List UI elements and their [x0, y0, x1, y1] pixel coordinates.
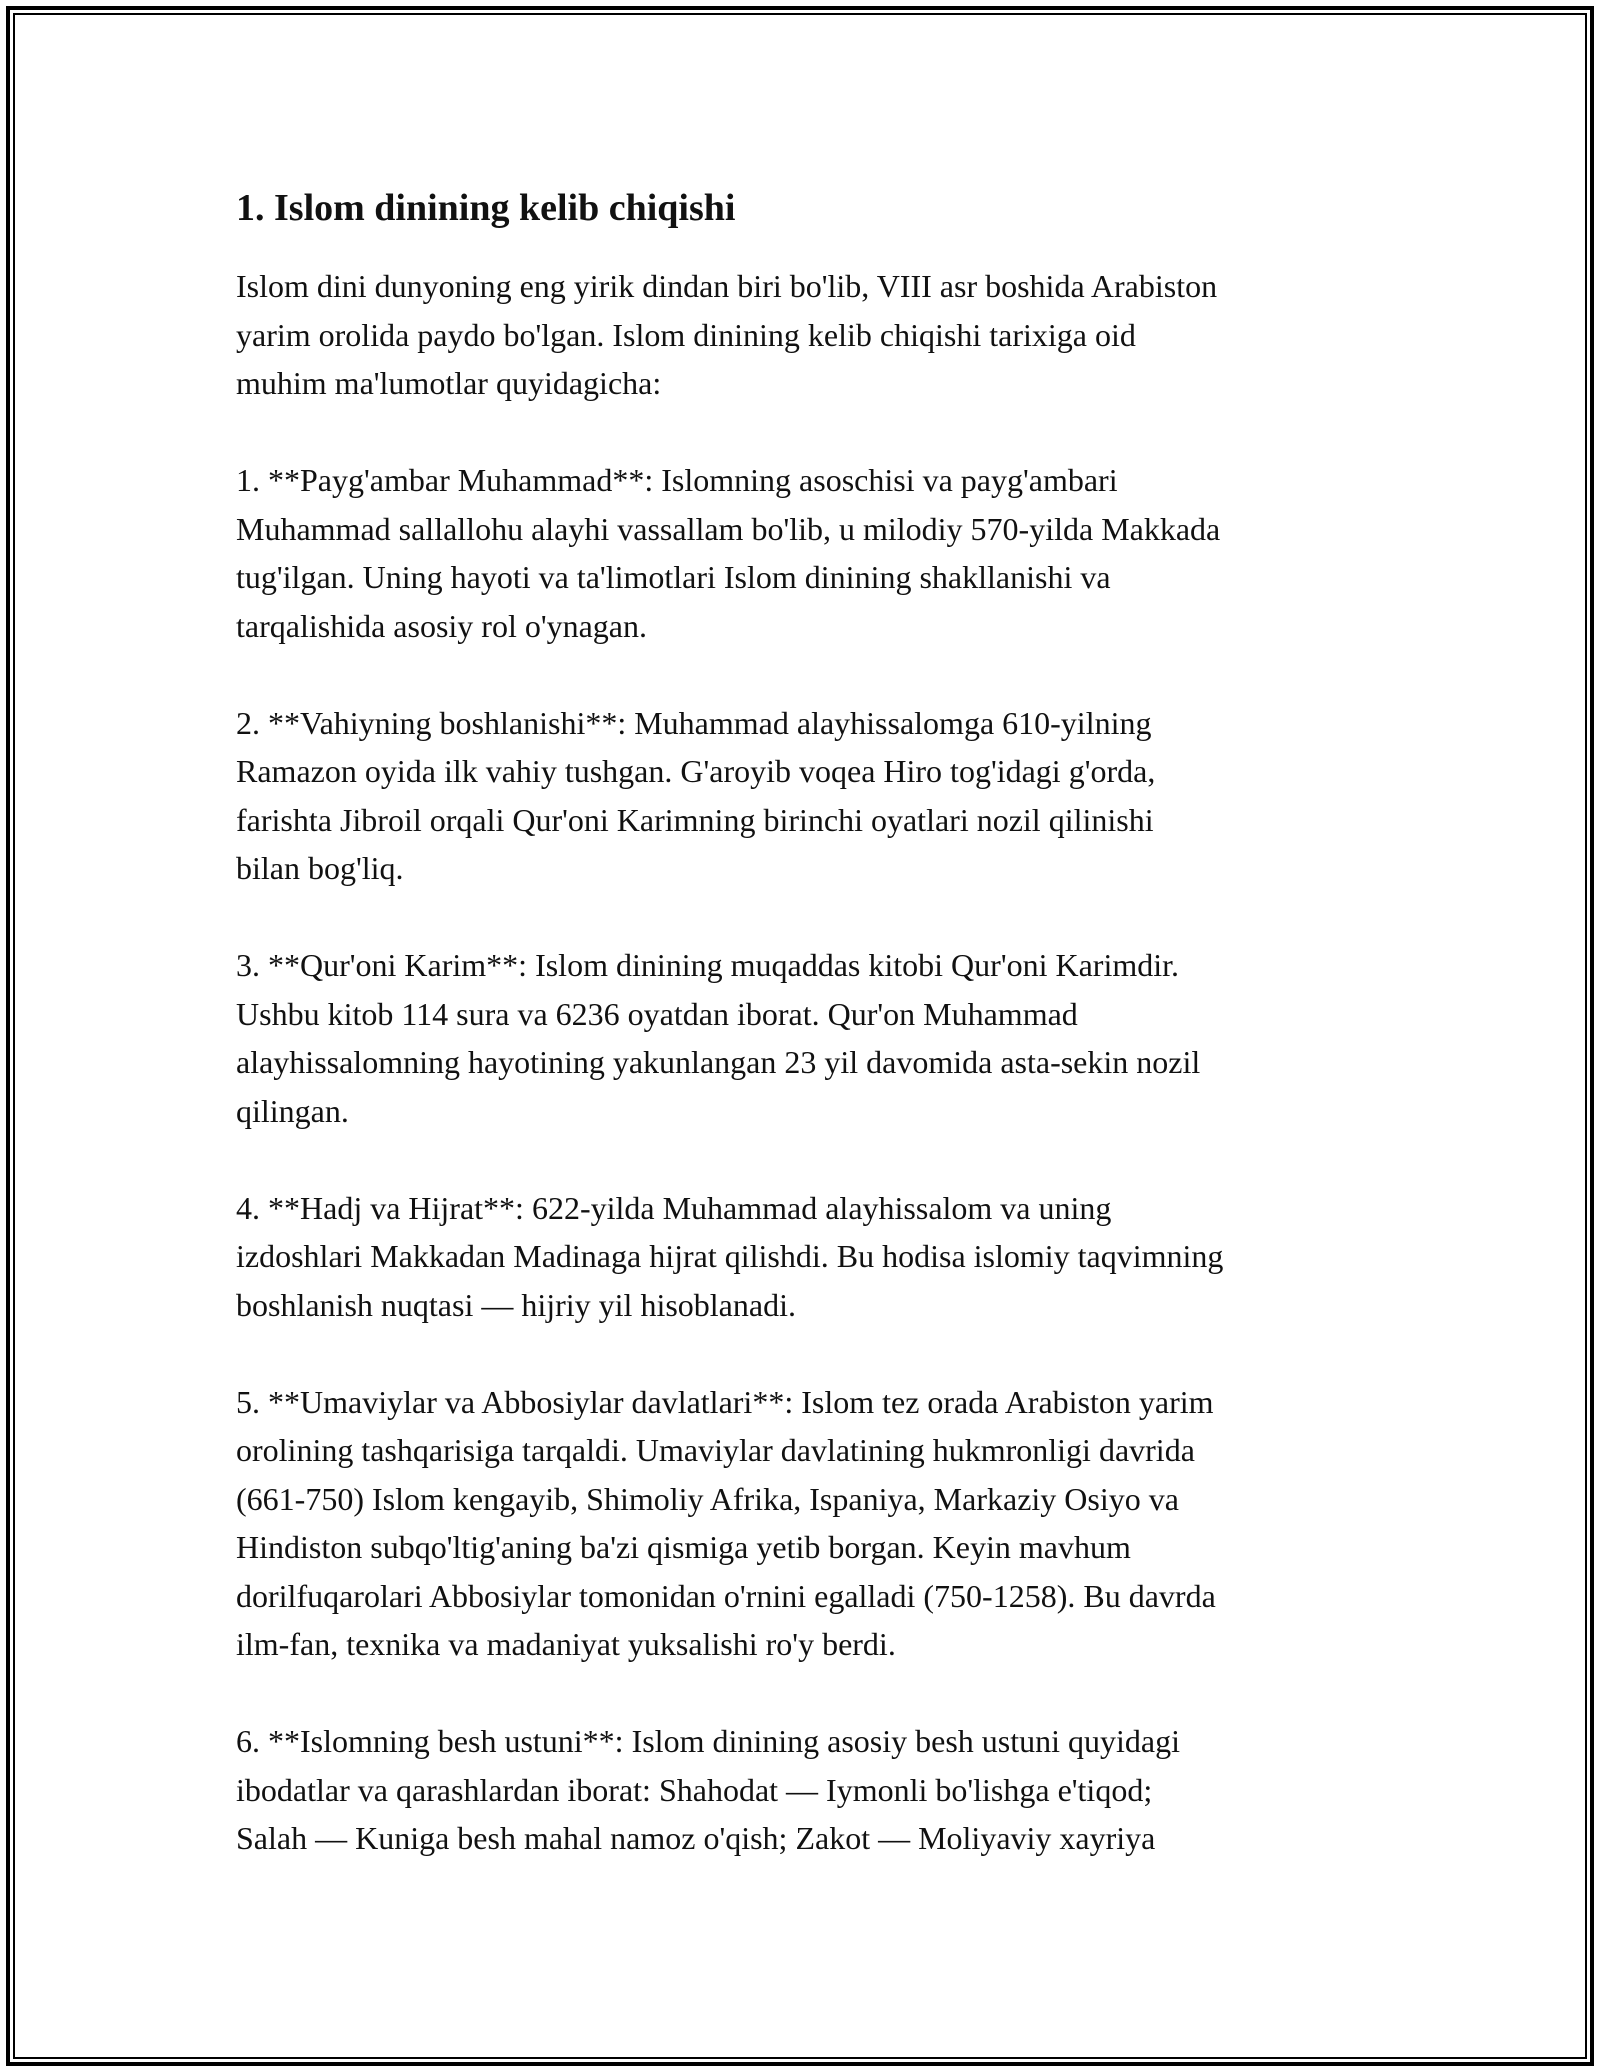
list-item-2: 2. **Vahiyning boshlanishi**: Muhammad alayhissalomga 610-yilning Ramazon oyida ilk vahiy tushgan. G'aroyib voqea Hiro tog'idagi g'orda, farishta Jibroil orqali Qur'oni Karimning birinchi oyatlari nozil qilinishi bilan bog'liq. — [236, 704, 1156, 886]
list-item-6: 6. **Islomning besh ustuni**: Islom dinining asosiy besh ustuni quyidagi ibodatlar va qarashlardan iborat: Shahodat — Iymonli bo'lishga e'tiqod; Salah — Kuniga besh mahal namoz o'qish; Zakot — Moliyaviy xayriya — [236, 1723, 1180, 1856]
list-item-4: 4. **Hadj va Hijrat**: 622-yilda Muhammad alayhissalom va uning izdoshlari Makkadan Madinaga hijrat qilishdi. Bu hodisa islomiy taqvimning boshlanish nuqtasi — hijriy yil hisoblanadi. — [236, 1189, 1224, 1323]
intro-paragraph: Islom dini dunyoning eng yirik dindan biri bo'lib, VIII asr boshida Arabiston yarim orolida paydo bo'lgan. Islom dinining kelib chiqishi tarixiga oid muhim ma'lumotlar quyidagicha: — [236, 268, 1218, 401]
page-title: 1. Islom dinining kelib chiqishi — [236, 187, 736, 229]
document-body — [236, 184, 1386, 1863]
list-item-3: 3. **Qur'oni Karim**: Islom dinining muqaddas kitobi Qur'oni Karimdir. Ushbu kitob 114 sura va 6236 oyatdan iborat. Qur'on Muhammad alayhissalomning hayotining yakunlangan 23 yil davomida asta-sekin nozil qilingan. — [236, 947, 1201, 1129]
list-item-5: 5. **Umaviylar va Abbosiylar davlatlari**: Islom tez orada Arabiston yarim orolining tashqarisiga tarqaldi. Umaviylar davlatining hukmronligi davrida (661-750) Islom kengayib, Shimoliy Afrika, Ispaniya, Markaziy Osiyo va Hindiston subqo'ltig'aning ba'zi qismiga yetib borgan. Keyin mavhum dorilfuqarolari Abbosiylar tomonidan o'rnini egalladi (750-1258). Bu davrda ilm-fan, texnika va madaniyat yuksalishi ro'y berdi. — [236, 1383, 1216, 1662]
list-item-1: 1. **Payg'ambar Muhammad**: Islomning asoschisi va payg'ambari Muhammad sallallohu alayhi vassallam bo'lib, u milodiy 570-yilda Makkada tug'ilgan. Uning hayoti va ta'limotlari Islom dinining shakllanishi va tarqalishida asosiy rol o'ynagan. — [236, 462, 1221, 644]
